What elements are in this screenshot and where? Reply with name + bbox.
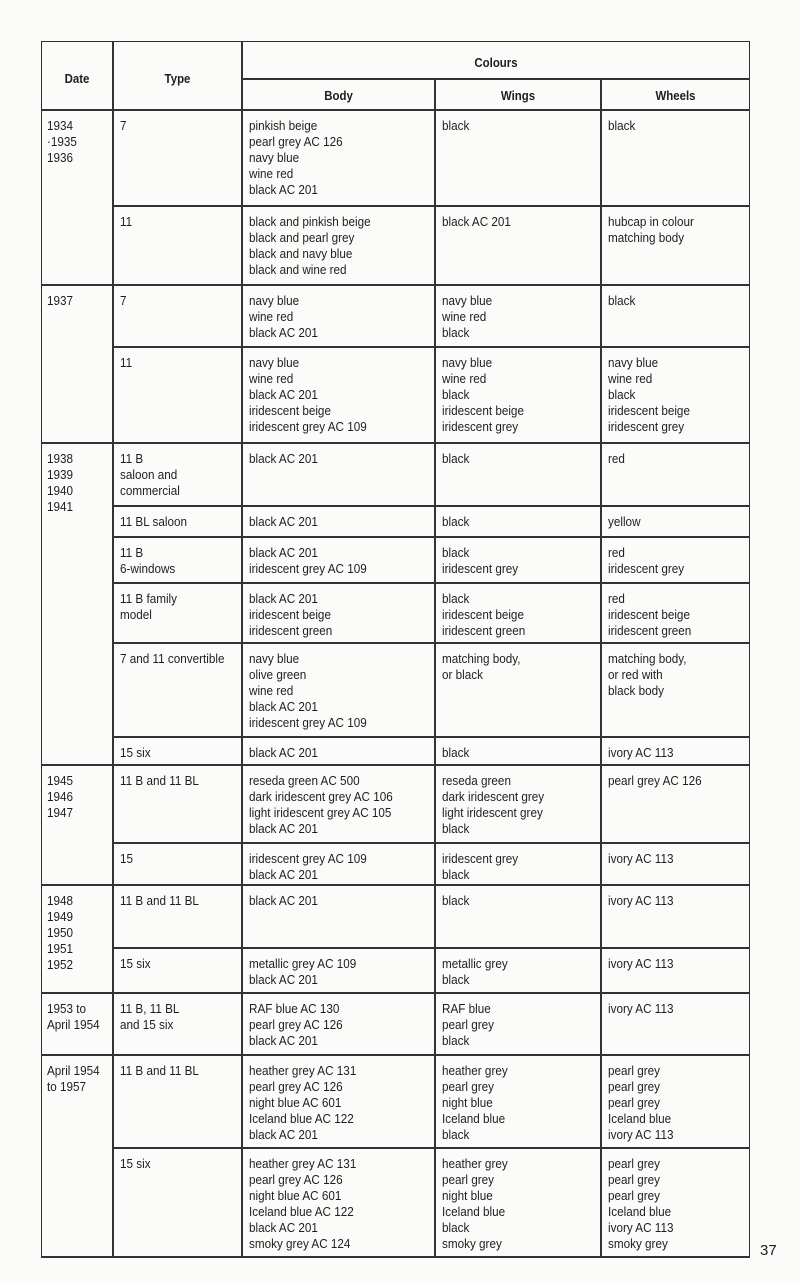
wings-cell: iridescent grey black xyxy=(442,851,519,882)
header-colours-divider xyxy=(242,78,750,80)
col-divider xyxy=(241,885,243,948)
wings-cell: reseda green dark iridescent grey light iridescent grey black xyxy=(442,773,545,836)
col-divider xyxy=(434,583,436,643)
col-divider xyxy=(241,110,243,206)
date-cell: 1937 xyxy=(47,293,74,308)
col-divider xyxy=(600,537,602,583)
col-divider xyxy=(241,206,243,285)
body-cell: iridescent grey AC 109 black AC 201 xyxy=(249,851,367,882)
wings-cell: navy blue wine red black xyxy=(442,293,493,340)
col-divider xyxy=(241,583,243,643)
col-divider xyxy=(434,737,436,765)
col-divider xyxy=(241,443,243,506)
wings-cell: matching body, or black xyxy=(442,651,521,682)
type-cell: 15 six xyxy=(120,956,151,971)
type-cell: 7 xyxy=(120,118,127,133)
header-col-divider xyxy=(112,41,114,110)
type-cell: 11 B and 11 BL xyxy=(120,773,199,788)
col-divider xyxy=(434,643,436,737)
col-divider xyxy=(434,347,436,443)
col-divider xyxy=(434,1055,436,1148)
date-cell: 1938 1939 1940 1941 xyxy=(47,451,74,514)
page-number: 37 xyxy=(760,1242,777,1259)
col-divider xyxy=(600,285,602,347)
type-cell: 15 six xyxy=(120,745,151,760)
col-divider xyxy=(600,206,602,285)
header-body: Body xyxy=(324,88,353,103)
type-cell: 11 B, 11 BL and 15 six xyxy=(120,1001,180,1032)
header-wheels: Wheels xyxy=(655,88,696,103)
wings-cell: black iridescent beige iridescent green xyxy=(442,591,526,638)
col-divider xyxy=(241,948,243,993)
body-cell: black AC 201 xyxy=(249,514,318,529)
header-col-divider xyxy=(434,79,436,110)
col-divider xyxy=(600,1055,602,1148)
date-cell: 1948 1949 1950 1951 1952 xyxy=(47,893,74,972)
wheels-cell: pearl grey AC 126 xyxy=(608,773,702,788)
col-divider xyxy=(434,537,436,583)
body-cell: reseda green AC 500 dark iridescent grey AC 106 light iridescent grey AC 105 black AC 201 xyxy=(249,773,393,836)
type-cell: 15 six xyxy=(120,1156,151,1171)
wheels-cell: pearl grey pearl grey pearl grey Iceland blue ivory AC 113 xyxy=(608,1063,674,1142)
col-divider xyxy=(434,110,436,206)
body-cell: black AC 201 iridescent grey AC 109 xyxy=(249,545,367,576)
col-divider xyxy=(241,537,243,583)
date-cell: April 1954 to 1957 xyxy=(47,1063,100,1094)
header-date: Date xyxy=(64,71,90,86)
wings-cell: black iridescent grey xyxy=(442,545,519,576)
col-divider xyxy=(600,948,602,993)
col-divider xyxy=(434,993,436,1055)
col-divider xyxy=(600,506,602,537)
table-row xyxy=(113,110,750,206)
body-cell: black AC 201 xyxy=(249,893,318,908)
body-cell: black and pinkish beige black and pearl grey black and navy blue black and wine red xyxy=(249,214,371,277)
col-divider xyxy=(241,285,243,347)
header-colours: Colours xyxy=(474,55,518,70)
col-divider xyxy=(600,1148,602,1257)
wings-cell: black xyxy=(442,451,470,466)
body-cell: navy blue olive green wine red black AC 201 iridescent grey AC 109 xyxy=(249,651,367,730)
col-divider xyxy=(434,1148,436,1257)
col-divider xyxy=(434,885,436,948)
header-wings: Wings xyxy=(500,88,536,103)
col-divider xyxy=(434,285,436,347)
wings-cell: black xyxy=(442,118,470,133)
wings-cell: navy blue wine red black iridescent beige iridescent grey xyxy=(442,355,524,434)
wheels-cell: pearl grey pearl grey pearl grey Iceland blue ivory AC 113 smoky grey xyxy=(608,1156,674,1251)
col-divider xyxy=(600,347,602,443)
col-divider xyxy=(434,843,436,885)
col-divider xyxy=(241,1148,243,1257)
body-cell: RAF blue AC 130 pearl grey AC 126 black AC 201 xyxy=(249,1001,343,1048)
wings-cell: heather grey pearl grey night blue Iceland blue black xyxy=(442,1063,508,1142)
col-divider xyxy=(600,993,602,1055)
col-divider xyxy=(241,843,243,885)
wheels-cell: black xyxy=(608,118,636,133)
wheels-cell: matching body, or red with black body xyxy=(608,651,687,698)
col-divider xyxy=(434,765,436,843)
body-cell: black AC 201 iridescent beige iridescent green xyxy=(249,591,333,638)
col-divider xyxy=(434,443,436,506)
date-cell: 1953 to April 1954 xyxy=(47,1001,100,1032)
type-cell: 11 B and 11 BL xyxy=(120,1063,199,1078)
body-cell: metallic grey AC 109 black AC 201 xyxy=(249,956,357,987)
type-cell: 11 B saloon and commercial xyxy=(120,451,180,498)
wheels-cell: red iridescent beige iridescent green xyxy=(608,591,692,638)
table-row xyxy=(113,285,750,347)
body-cell: heather grey AC 131 pearl grey AC 126 night blue AC 601 Iceland blue AC 122 black AC 201 smoky grey AC 124 xyxy=(249,1156,357,1251)
col-divider xyxy=(434,506,436,537)
col-divider xyxy=(241,765,243,843)
col-divider xyxy=(600,737,602,765)
wheels-cell: navy blue wine red black iridescent beige iridescent grey xyxy=(608,355,690,434)
col-divider xyxy=(600,583,602,643)
body-cell: black AC 201 xyxy=(249,451,318,466)
wheels-cell: red xyxy=(608,451,625,466)
type-cell: 7 and 11 convertible xyxy=(120,651,225,666)
date-cell: 1945 1946 1947 xyxy=(47,773,74,820)
header-col-divider xyxy=(600,79,602,110)
body-cell: pinkish beige pearl grey AC 126 navy blue wine red black AC 201 xyxy=(249,118,343,197)
col-divider xyxy=(600,843,602,885)
header-col-divider xyxy=(241,41,243,110)
col-divider xyxy=(600,110,602,206)
type-cell: 11 BL saloon xyxy=(120,514,188,529)
col-divider xyxy=(434,948,436,993)
col-divider xyxy=(241,643,243,737)
body-cell: black AC 201 xyxy=(249,745,318,760)
type-cell: 11 xyxy=(120,214,133,229)
col-divider xyxy=(600,443,602,506)
wheels-cell: ivory AC 113 xyxy=(608,1001,674,1016)
header-type: Type xyxy=(164,71,191,86)
col-divider xyxy=(600,765,602,843)
col-divider xyxy=(241,347,243,443)
wheels-cell: red iridescent grey xyxy=(608,545,685,576)
wheels-cell: yellow xyxy=(608,514,641,529)
type-cell: 11 B and 11 BL xyxy=(120,893,199,908)
wheels-cell: ivory AC 113 xyxy=(608,893,674,908)
table-row xyxy=(113,443,750,506)
body-cell: heather grey AC 131 pearl grey AC 126 night blue AC 601 Iceland blue AC 122 black AC 201 xyxy=(249,1063,357,1142)
date-cell: 1934 ·1935 1936 xyxy=(47,118,77,165)
wheels-cell: ivory AC 113 xyxy=(608,956,674,971)
wheels-cell: hubcap in colour matching body xyxy=(608,214,694,245)
col-divider xyxy=(241,737,243,765)
wings-cell: black xyxy=(442,893,470,908)
wheels-cell: black xyxy=(608,293,636,308)
col-divider xyxy=(434,206,436,285)
col-divider xyxy=(600,643,602,737)
col-divider xyxy=(241,993,243,1055)
col-divider xyxy=(241,1055,243,1148)
table-row xyxy=(113,506,750,537)
body-cell: navy blue wine red black AC 201 xyxy=(249,293,318,340)
type-cell: 15 xyxy=(120,851,134,866)
wings-cell: heather grey pearl grey night blue Iceland blue black smoky grey xyxy=(442,1156,508,1251)
wheels-cell: ivory AC 113 xyxy=(608,851,674,866)
wings-cell: black AC 201 xyxy=(442,214,511,229)
type-cell: 7 xyxy=(120,293,127,308)
wings-cell: metallic grey black xyxy=(442,956,508,987)
type-cell: 11 xyxy=(120,355,133,370)
type-cell: 11 B 6-windows xyxy=(120,545,176,576)
wheels-cell: ivory AC 113 xyxy=(608,745,674,760)
col-divider xyxy=(241,506,243,537)
col-divider xyxy=(600,885,602,948)
type-cell: 11 B family model xyxy=(120,591,178,622)
body-cell: navy blue wine red black AC 201 iridescent beige iridescent grey AC 109 xyxy=(249,355,367,434)
wings-cell: RAF blue pearl grey black xyxy=(442,1001,495,1048)
wings-cell: black xyxy=(442,514,470,529)
wings-cell: black xyxy=(442,745,470,760)
